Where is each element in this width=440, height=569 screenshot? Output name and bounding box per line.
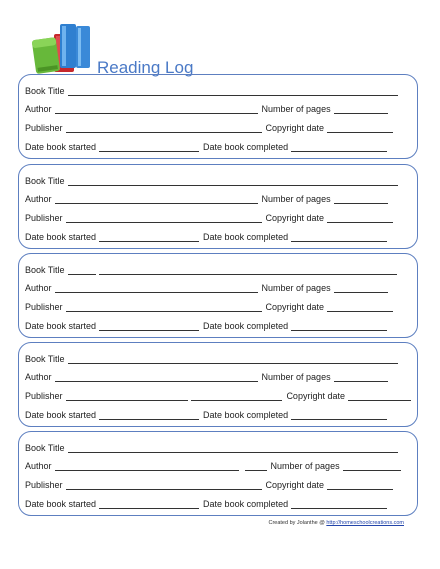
copyright-date-field[interactable] — [327, 124, 393, 133]
copyright-date-label: Copyright date — [265, 213, 325, 223]
date-started-label: Date book started — [25, 410, 97, 420]
dates-row — [25, 406, 411, 420]
book-entry-card — [18, 74, 418, 159]
number-of-pages-field[interactable] — [334, 284, 388, 293]
publisher-field[interactable] — [66, 392, 188, 401]
book-title-row — [25, 261, 411, 275]
date-completed-label: Date book completed — [203, 232, 289, 242]
publisher-field[interactable] — [66, 214, 262, 223]
book-title-row — [25, 350, 411, 364]
book-title-label: Book Title — [25, 443, 65, 453]
book-title-field-continued[interactable] — [99, 266, 397, 275]
date-completed-field[interactable] — [291, 143, 387, 152]
copyright-date-label: Copyright date — [265, 302, 325, 312]
book-title-row — [25, 439, 411, 453]
footer-created-by: Created by Jolanthe @ — [268, 520, 325, 526]
number-of-pages-label: Number of pages — [261, 283, 331, 293]
author-field-continued[interactable] — [245, 462, 267, 471]
book-entry-card — [18, 253, 418, 338]
author-label: Author — [25, 461, 52, 471]
dates-row — [25, 228, 411, 242]
publisher-label: Publisher — [25, 213, 63, 223]
publisher-field[interactable] — [66, 124, 262, 133]
number-of-pages-field[interactable] — [334, 195, 388, 204]
author-row — [25, 368, 411, 382]
author-field[interactable] — [55, 373, 258, 382]
publisher-field-continued[interactable] — [191, 392, 283, 401]
author-row — [25, 279, 411, 293]
book-title-field[interactable] — [68, 177, 398, 186]
date-completed-label: Date book completed — [203, 499, 289, 509]
date-completed-field[interactable] — [291, 233, 387, 242]
author-row — [25, 457, 411, 471]
book-title-label: Book Title — [25, 354, 65, 364]
copyright-date-field[interactable] — [348, 392, 411, 401]
footer-credit — [268, 520, 404, 526]
publisher-label: Publisher — [25, 391, 63, 401]
date-completed-field[interactable] — [291, 322, 387, 331]
publisher-row — [25, 209, 411, 223]
dates-row — [25, 138, 411, 152]
date-completed-field[interactable] — [291, 411, 387, 420]
author-field[interactable] — [55, 462, 239, 471]
stack-of-books-icon — [30, 22, 102, 78]
date-completed-label: Date book completed — [203, 410, 289, 420]
date-started-label: Date book started — [25, 321, 97, 331]
copyright-date-field[interactable] — [327, 214, 393, 223]
author-field[interactable] — [55, 105, 258, 114]
author-label: Author — [25, 194, 52, 204]
author-field[interactable] — [55, 284, 258, 293]
publisher-row — [25, 298, 411, 312]
footer-link[interactable]: http://homeschoolcreations.com — [326, 520, 404, 526]
author-label: Author — [25, 372, 52, 382]
copyright-date-label: Copyright date — [286, 391, 345, 401]
date-completed-field[interactable] — [291, 500, 387, 509]
date-started-label: Date book started — [25, 232, 97, 242]
number-of-pages-label: Number of pages — [261, 104, 331, 114]
book-title-field[interactable] — [68, 266, 96, 275]
date-completed-label: Date book completed — [203, 321, 289, 331]
publisher-label: Publisher — [25, 123, 63, 133]
dates-row — [25, 317, 411, 331]
book-title-field[interactable] — [68, 355, 398, 364]
publisher-row — [25, 119, 411, 133]
number-of-pages-field[interactable] — [343, 462, 401, 471]
number-of-pages-label: Number of pages — [261, 372, 331, 382]
publisher-field[interactable] — [66, 481, 262, 490]
publisher-field[interactable] — [66, 303, 262, 312]
book-entry-card — [18, 431, 418, 516]
book-title-label: Book Title — [25, 86, 65, 96]
date-started-label: Date book started — [25, 499, 97, 509]
author-field[interactable] — [55, 195, 258, 204]
book-title-row — [25, 172, 411, 186]
book-title-field[interactable] — [68, 87, 398, 96]
book-title-label: Book Title — [25, 176, 65, 186]
date-started-field[interactable] — [99, 143, 199, 152]
author-label: Author — [25, 104, 52, 114]
author-row — [25, 100, 411, 114]
book-entry-card — [18, 342, 418, 427]
publisher-label: Publisher — [25, 302, 63, 312]
date-started-field[interactable] — [99, 500, 199, 509]
page-title: Reading Log — [97, 58, 194, 77]
copyright-date-label: Copyright date — [265, 480, 325, 490]
book-entry-card — [18, 164, 418, 249]
publisher-label: Publisher — [25, 480, 63, 490]
number-of-pages-field[interactable] — [334, 373, 388, 382]
publisher-row — [25, 476, 411, 490]
book-title-field[interactable] — [68, 444, 398, 453]
copyright-date-field[interactable] — [327, 481, 393, 490]
date-started-field[interactable] — [99, 322, 199, 331]
book-title-label: Book Title — [25, 265, 65, 275]
dates-row — [25, 495, 411, 509]
book-title-row — [25, 82, 411, 96]
number-of-pages-field[interactable] — [334, 105, 388, 114]
author-label: Author — [25, 283, 52, 293]
date-completed-label: Date book completed — [203, 142, 289, 152]
copyright-date-field[interactable] — [327, 303, 393, 312]
number-of-pages-label: Number of pages — [270, 461, 340, 471]
date-started-field[interactable] — [99, 411, 199, 420]
copyright-date-label: Copyright date — [265, 123, 325, 133]
date-started-label: Date book started — [25, 142, 97, 152]
number-of-pages-label: Number of pages — [261, 194, 331, 204]
publisher-row — [25, 387, 411, 401]
date-started-field[interactable] — [99, 233, 199, 242]
author-row — [25, 190, 411, 204]
